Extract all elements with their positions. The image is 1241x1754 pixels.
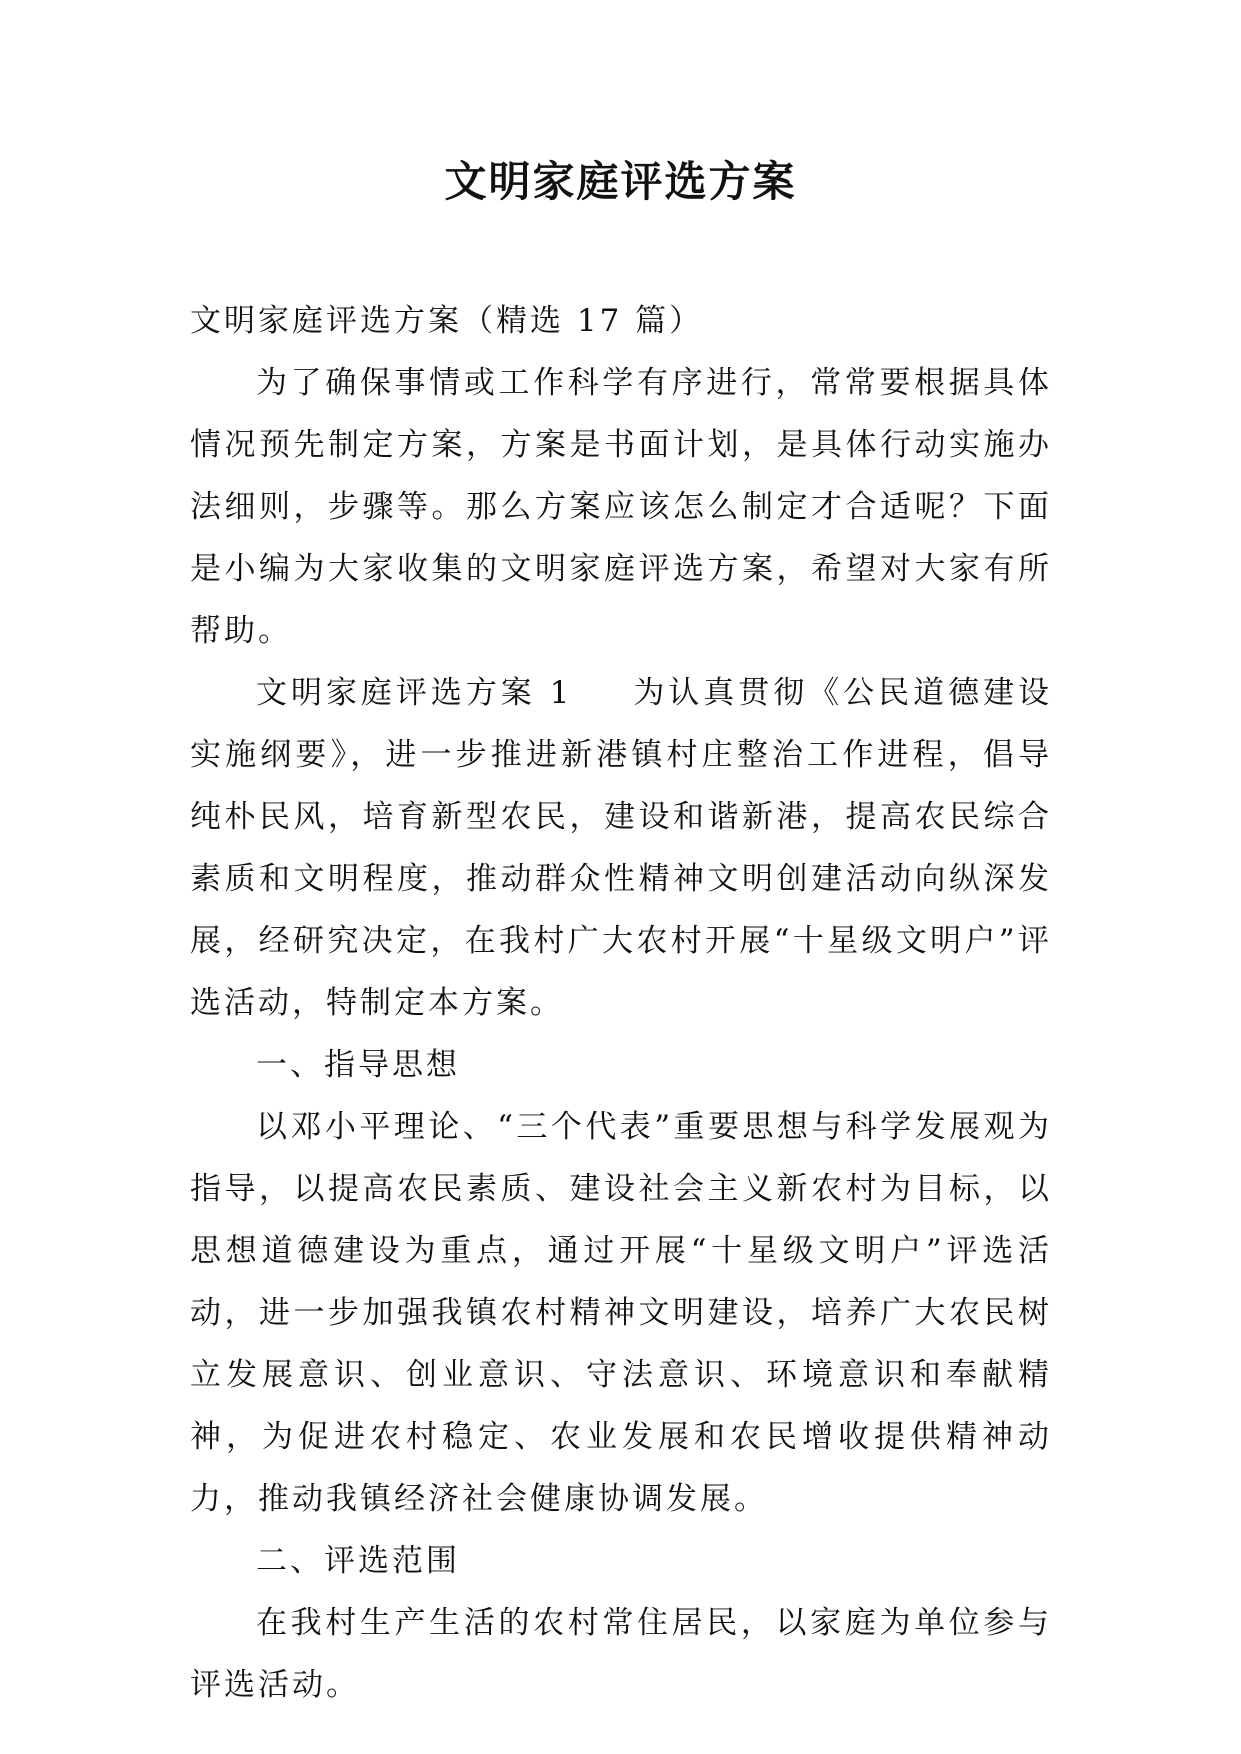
heading-guiding-ideology: 一、指导思想 (256, 1047, 460, 1083)
heading-selection-scope: 二、评选范围 (256, 1543, 460, 1579)
document-body (190, 290, 1052, 1716)
selection-scope-paragraph: 在我村生产生活的农村常住居民，以家庭为单位参与评选活动。 (190, 1605, 1052, 1703)
guiding-ideology-paragraph: 以邓小平理论、“三个代表”重要思想与科学发展观为指导，以提高农民素质、建设社会主义新农村为目标，以思想道德建设为重点，通过开展“十星级文明户”评选活动，进一步加强我镇农村精神文明建设，培养广大农民树立发展意识、创业意识、守法意识、环境意识和奉献精神，为促进农村稳定、农业发展和农民增收提供精神动力，推动我镇经济社会健康协调发展。 (190, 1109, 1052, 1517)
document-title: 文明家庭评选方案 (444, 157, 797, 206)
section-1-text: 为认真贯彻《公民道德建设实施纲要》，进一步推进新港镇村庄整治工作进程，倡导纯朴民风，培育新型农民，建设和谐新港，提高农民综合素质和文明程度，推动群众性精神文明创建活动向纵深发展，经研究决定，在我村广大农村开展“十星级文明户”评选活动，特制定本方案。 (190, 675, 1053, 1021)
document-subtitle: 文明家庭评选方案（精选 17 篇） (190, 303, 704, 339)
section-1-paragraph (190, 662, 1052, 1034)
section-1-label: 文明家庭评选方案 1 (256, 675, 573, 711)
intro-paragraph: 为了确保事情或工作科学有序进行，常常要根据具体情况预先制定方案，方案是书面计划，是具体行动实施办法细则，步骤等。那么方案应该怎么制定才合适呢？下面是小编为大家收集的文明家庭评选方案，希望对大家有所帮助。 (190, 365, 1052, 649)
